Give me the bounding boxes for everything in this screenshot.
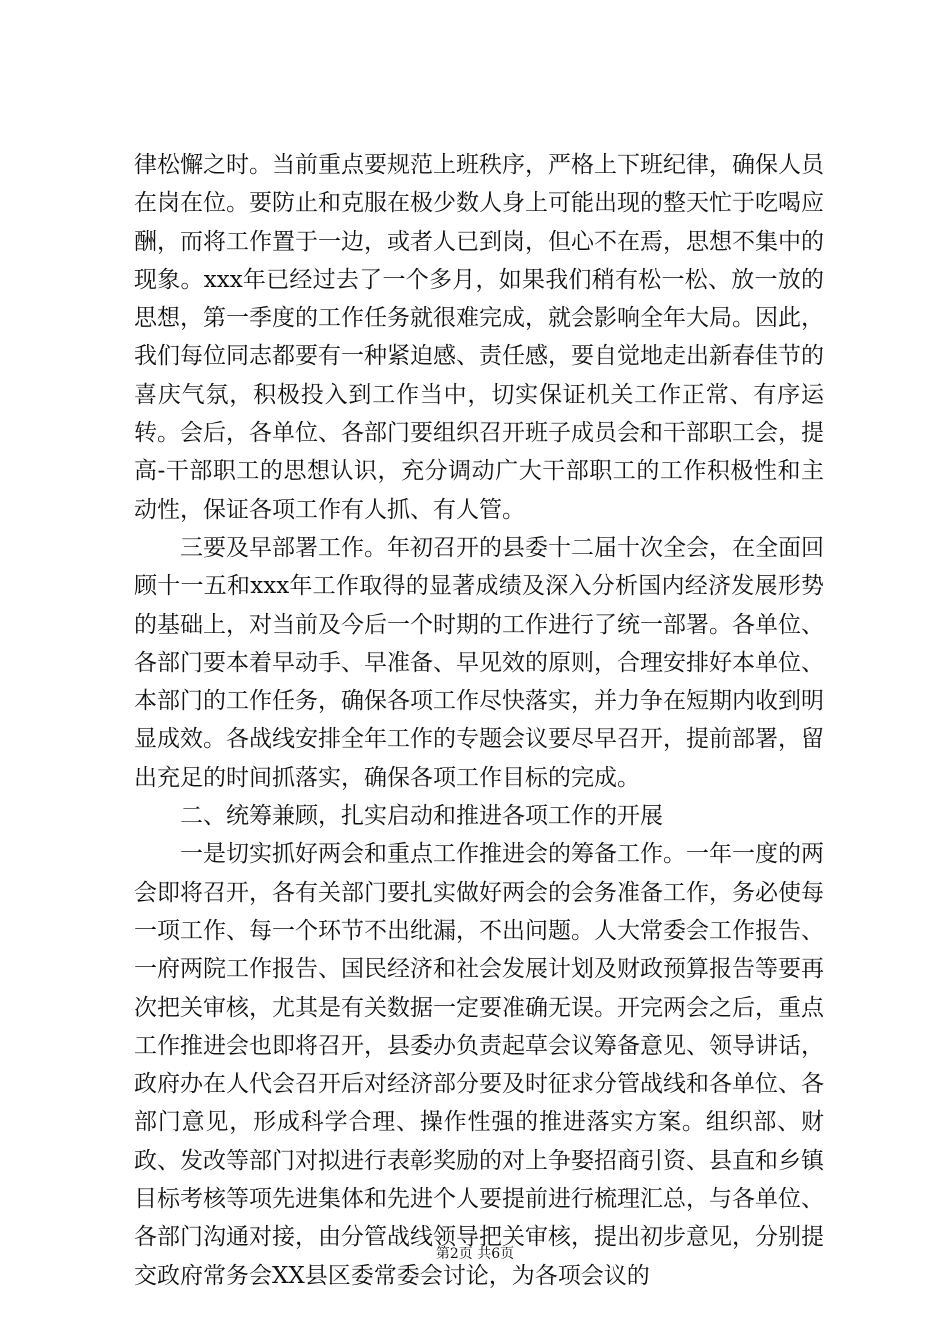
paragraph-first-item: 一是切实抓好两会和重点工作推进会的筹备工作。一年一度的两会即将召开，各有关部门要扎实做好两会的会务准备工作，务必使每一项工作、每一个环节不出纰漏，不出问题。人大常委会工作报告、一府两院工作报告、国民经济和社会发展计划及财政预算报告等要再次把关审核，尤其是有关数据一定要准确无误。开完两会之后，重点工作推进会也即将召开，县委办负责起草会议筹备意见、领导讲话，政府办在人代会召开后对经济部分要及时征求分管战线和各单位、各部门意见，形成科学合理、操作性强的推进落实方案。组织部、财政、发改等部门对拟进行表彰奖励的对上争娶招商引资、县直和乡镇目标考核等项先进集体和先进个人要提前进行梳理汇总，与各单位、各部门沟通对接，由分管战线领导把关审核，提出初步意见，分别提交政府常务会XX县区委常委会讨论，为各项会议的 (134, 841, 824, 1289)
page-number: 第2页 共6页 (435, 1246, 515, 1262)
paragraph-third-point: 三要及早部署工作。年初召开的县委十二届十次全会，在全面回顾十一五和xxx年工作取得的显著成绩及深入分析国内经济发展形势的基础上，对当前及今后一个时期的工作进行了统一部署。各单位、各部门要本着早动手、早准备、早见效的原则，合理安排好本单位、本部门的工作任务，确保各项工作尽快落实，并力争在短期内收到明显成效。各战线安排全年工作的专题会议要尽早召开，提前部署，留出充足的时间抓落实，确保各项工作目标的完成。 (134, 534, 824, 791)
section-heading: 二、统筹兼顾，扎实启动和推进各项工作的开展 (180, 803, 663, 830)
paragraph-continuation: 律松懈之时。当前重点要规范上班秩序，严格上下班纪律，确保人员在岗在位。要防止和克服在极少数人身上可能出现的整天忙于吃喝应酬，而将工作置于一边，或者人已到岗，但心不在焉，思想不集中的现象。xxx年已经过去了一个多月，如果我们稍有松一松、放一放的思想，第一季度的工作任务就很难完成，就会影响全年大局。因此，我们每位同志都要有一种紧迫感、责任感，要自觉地走出新春佳节的喜庆气氛，积极投入到工作当中，切实保证机关工作正常、有序运转。会后，各单位、各部门要组织召开班子成员会和干部职工会，提高-干部职工的思想认识，充分调动广大干部职工的工作积极性和主动性，保证各项工作有人抓、有人管。 (134, 152, 824, 523)
document-body (134, 146, 824, 1295)
